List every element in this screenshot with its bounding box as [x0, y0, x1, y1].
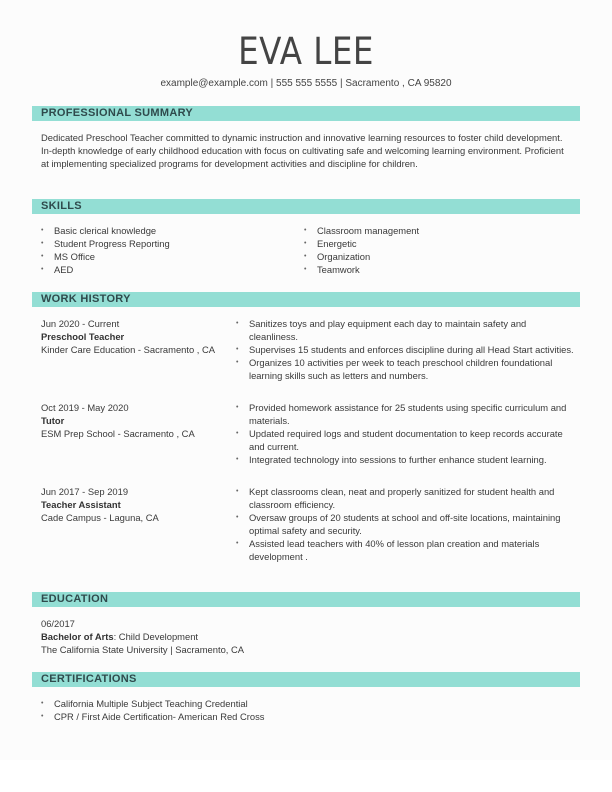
job-bullet: • Oversaw groups of 20 students at school and off-site locations, maintaining optimal safety and security.: [236, 511, 576, 537]
job-company: Cade Campus - Laguna, CA: [41, 512, 159, 523]
skill-item: • MS Office: [41, 250, 170, 263]
section-title: CERTIFICATIONS: [41, 673, 137, 685]
section-header-work: [32, 292, 580, 307]
job-bullet: • Assisted lead teachers with 40% of lesson plan creation and materials development .: [236, 537, 576, 563]
section-header-certifications: [32, 672, 580, 687]
section-title: EDUCATION: [41, 593, 109, 605]
section-header-skills: [32, 199, 580, 214]
skill-item: • Classroom management: [304, 224, 419, 237]
skill-item: • Basic clerical knowledge: [41, 224, 170, 237]
job-role: Preschool Teacher: [41, 331, 125, 342]
certification-item: • CPR / First Aide Certification- American Red Cross: [41, 710, 264, 723]
education-degree: Bachelor of Arts: [41, 631, 114, 642]
job-dates: Jun 2017 - Sep 2019: [41, 486, 129, 497]
job-bullet: • Integrated technology into sessions to further enhance student learning.: [236, 453, 576, 466]
job-bullet: • Kept classrooms clean, neat and properly sanitized for student health and classroom efficiency.: [236, 485, 576, 511]
job-bullets: [236, 401, 576, 466]
section-title: SKILLS: [41, 200, 82, 212]
education-date: 06/2017: [41, 618, 75, 629]
job-meta: [41, 317, 215, 356]
section-title: PROFESSIONAL SUMMARY: [41, 107, 194, 119]
job-dates: Oct 2019 - May 2020: [41, 402, 129, 413]
certifications-list: [41, 697, 264, 723]
job-company: ESM Prep School - Sacramento , CA: [41, 428, 195, 439]
job-bullets: [236, 485, 576, 563]
summary-text: Dedicated Preschool Teacher committed to dynamic instruction and innovative learning resources to foster child development. In-depth knowledge of early childhood education with focus on cultivating safe and welcoming learning environment. Proficient at implementing specialized programs for development activities and discipline for children.: [41, 132, 564, 169]
education-school: The California State University | Sacramento, CA: [41, 644, 245, 655]
job-dates: Jun 2020 - Current: [41, 318, 120, 329]
skills-list-right: [304, 224, 419, 276]
job-role: Tutor: [41, 415, 65, 426]
job-bullet: • Sanitizes toys and play equipment each day to maintain safety and cleanliness.: [236, 317, 576, 343]
candidate-name: EVA LEE: [238, 30, 374, 73]
job-meta: [41, 485, 159, 524]
certification-item: • California Multiple Subject Teaching Credential: [41, 697, 264, 710]
skill-item: • Teamwork: [304, 263, 419, 276]
section-header-summary: [32, 106, 580, 121]
job-bullet: • Organizes 10 activities per week to teach preschool children foundational learning skills such as letters and numbers.: [236, 356, 576, 382]
job-bullet: • Supervises 15 students and enforces discipline during all Head Start activities.: [236, 343, 576, 356]
job-role: Teacher Assistant: [41, 499, 121, 510]
job-company: Kinder Care Education - Sacramento , CA: [41, 344, 216, 355]
skill-item: • Organization: [304, 250, 419, 263]
skills-list-left: [41, 224, 170, 276]
education-entry: [41, 617, 244, 656]
job-bullet: • Provided homework assistance for 25 students using specific curriculum and materials.: [236, 401, 576, 427]
job-meta: [41, 401, 195, 440]
education-field: : Child Development: [113, 631, 199, 642]
job-bullet: • Updated required logs and student documentation to keep records accurate and current.: [236, 427, 576, 453]
skill-item: • AED: [41, 263, 170, 276]
job-bullets: [236, 317, 576, 382]
skill-item: • Energetic: [304, 237, 419, 250]
section-title: WORK HISTORY: [41, 293, 131, 305]
skill-item: • Student Progress Reporting: [41, 237, 170, 250]
section-header-education: [32, 592, 580, 607]
contact-line: example@example.com | 555 555 5555 | Sacramento , CA 95820: [160, 78, 452, 89]
